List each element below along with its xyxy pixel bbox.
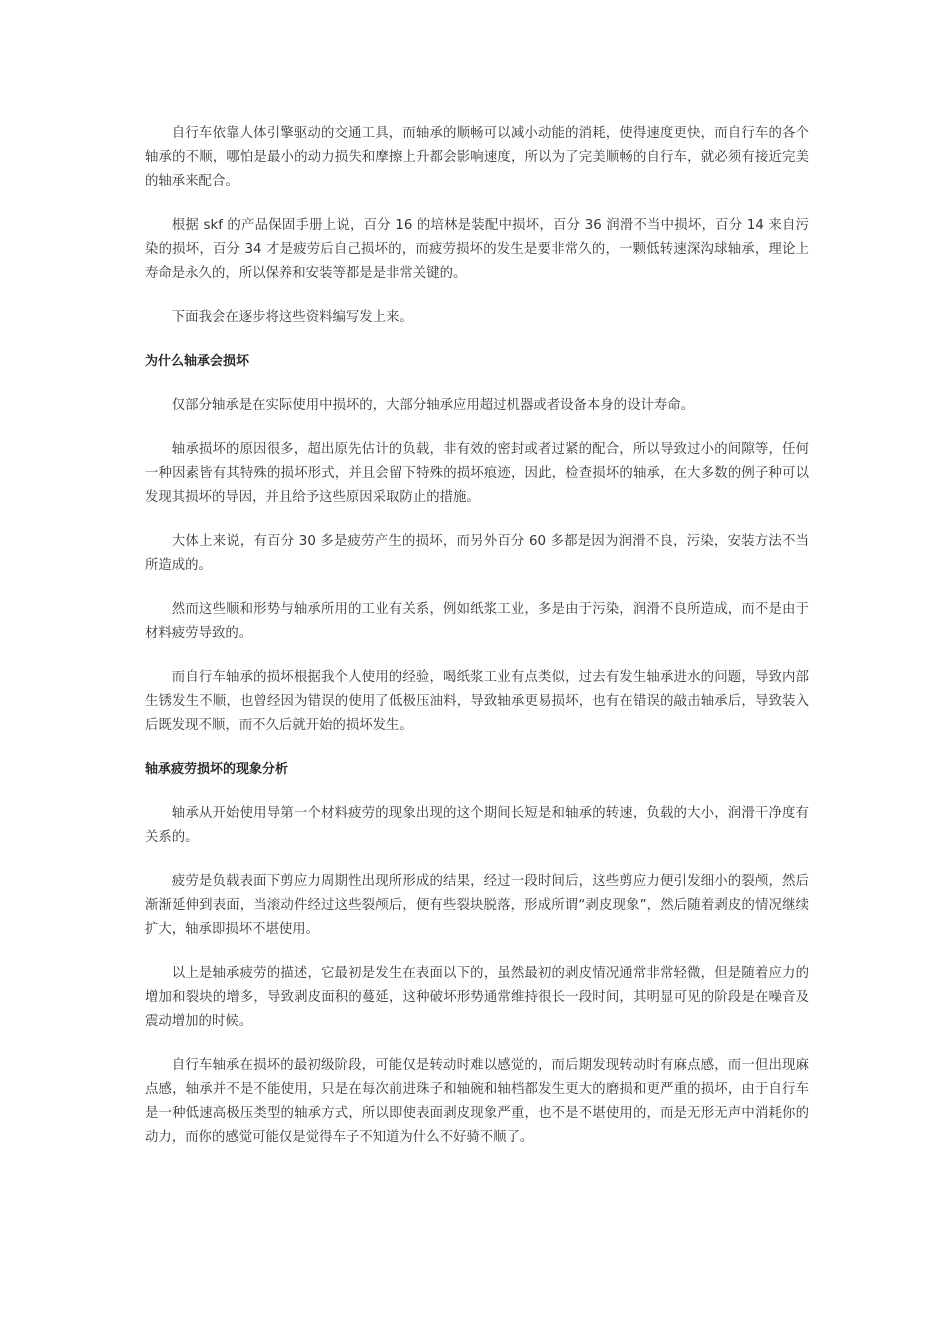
paragraph-bicycle-fatigue: 自行车轴承在损坏的最初级阶段，可能仅是转动时难以感觉的，而后期发现转动时有麻点感，而一但出现麻点感，轴承并不是不能使用，只是在每次前进珠子和轴碗和轴档都发生更大的磨损和更严重的损坏，由于自行车是一种低速高极压类型的轴承方式，所以即使表面剥皮现象严重，也不是不堪使用的，而是无形无声中消耗你的动力，而你的感觉可能仅是觉得车子不知道为什么不好骑不顺了。 <box>145 1058 809 1145</box>
paragraph-industry-relation: 然而这些顺和形势与轴承所用的工业有关系，例如纸浆工业，多是由于污染，润滑不良所造成，而不是由于材料疲劳导致的。 <box>145 602 809 641</box>
paragraph-intro: 自行车依靠人体引擎驱动的交通工具，而轴承的顺畅可以减小动能的消耗，使得速度更快，而自行车的各个轴承的不顺，哪怕是最小的动力损失和摩擦上升都会影响速度，所以为了完美顺畅的自行车，就必须有接近完美的轴承来配合。 <box>145 126 809 189</box>
paragraph-failure-causes: 轴承损坏的原因很多，超出原先估计的负载，非有效的密封或者过紧的配合，所以导致过小的间隙等，任何一种因素皆有其特殊的损坏形式，并且会留下特殊的损坏痕迹，因此，检查损坏的轴承，在大多数的例子种可以发现其损坏的导因，并且给予这些原因采取防止的措施。 <box>145 442 809 505</box>
section-heading-why-bearings-fail: 为什么轴承会损坏 <box>145 354 250 369</box>
paragraph-design-life: 仅部分轴承是在实际使用中损坏的，大部分轴承应用超过机器或者设备本身的设计寿命。 <box>171 398 695 413</box>
paragraph-fatigue-description: 以上是轴承疲劳的描述，它最初是发生在表面以下的，虽然最初的剥皮情况通常非常轻微，但是随着应力的增加和裂块的增多，导致剥皮面积的蔓延，这种破坏形势通常维持很长一段时间，其明显可见的阶段是在噪音及震动增加的时候。 <box>145 966 809 1029</box>
paragraph-skf-statistics: 根据 skf 的产品保固手册上说，百分 16 的培林是装配中损坏，百分 36 润滑不当中损坏，百分 14 来自污染的损坏，百分 34 才是疲劳后自己损坏的，而疲劳损坏的发生是要非常久的，一颗低转速深沟球轴承，理论上寿命是永久的，所以保养和安装等都是是非常关键的。 <box>145 218 809 281</box>
document-body <box>145 122 809 1170</box>
paragraph-fatigue-period: 轴承从开始使用导第一个材料疲劳的现象出现的这个期间长短是和轴承的转速，负载的大小，润滑干净度有关系的。 <box>145 806 809 845</box>
paragraph-bicycle-experience: 而自行车轴承的损坏根据我个人使用的经验，喝纸浆工业有点类似，过去有发生轴承进水的问题，导致内部生锈发生不顺，也曾经因为错误的使用了低极压油料，导致轴承更易损坏，也有在错误的敲击轴承后，导致装入后既发现不顺，而不久后就开始的损坏发生。 <box>145 670 809 733</box>
paragraph-failure-percentages: 大体上来说，有百分 30 多是疲劳产生的损坏，而另外百分 60 多都是因为润滑不良，污染，安装方法不当所造成的。 <box>145 534 809 573</box>
paragraph-fatigue-mechanism: 疲劳是负载表面下剪应力周期性出现所形成的结果，经过一段时间后，这些剪应力便引发细小的裂颅，然后渐渐延伸到表面，当滚动件经过这些裂颅后，便有些裂块脱落，形成所谓“剥皮现象”，然后随着剥皮的情况继续扩大，轴承即损坏不堪使用。 <box>145 874 809 937</box>
section-heading-fatigue-analysis: 轴承疲劳损坏的现象分析 <box>145 762 289 777</box>
paragraph-followup-note: 下面我会在逐步将这些资料编写发上来。 <box>171 310 413 325</box>
